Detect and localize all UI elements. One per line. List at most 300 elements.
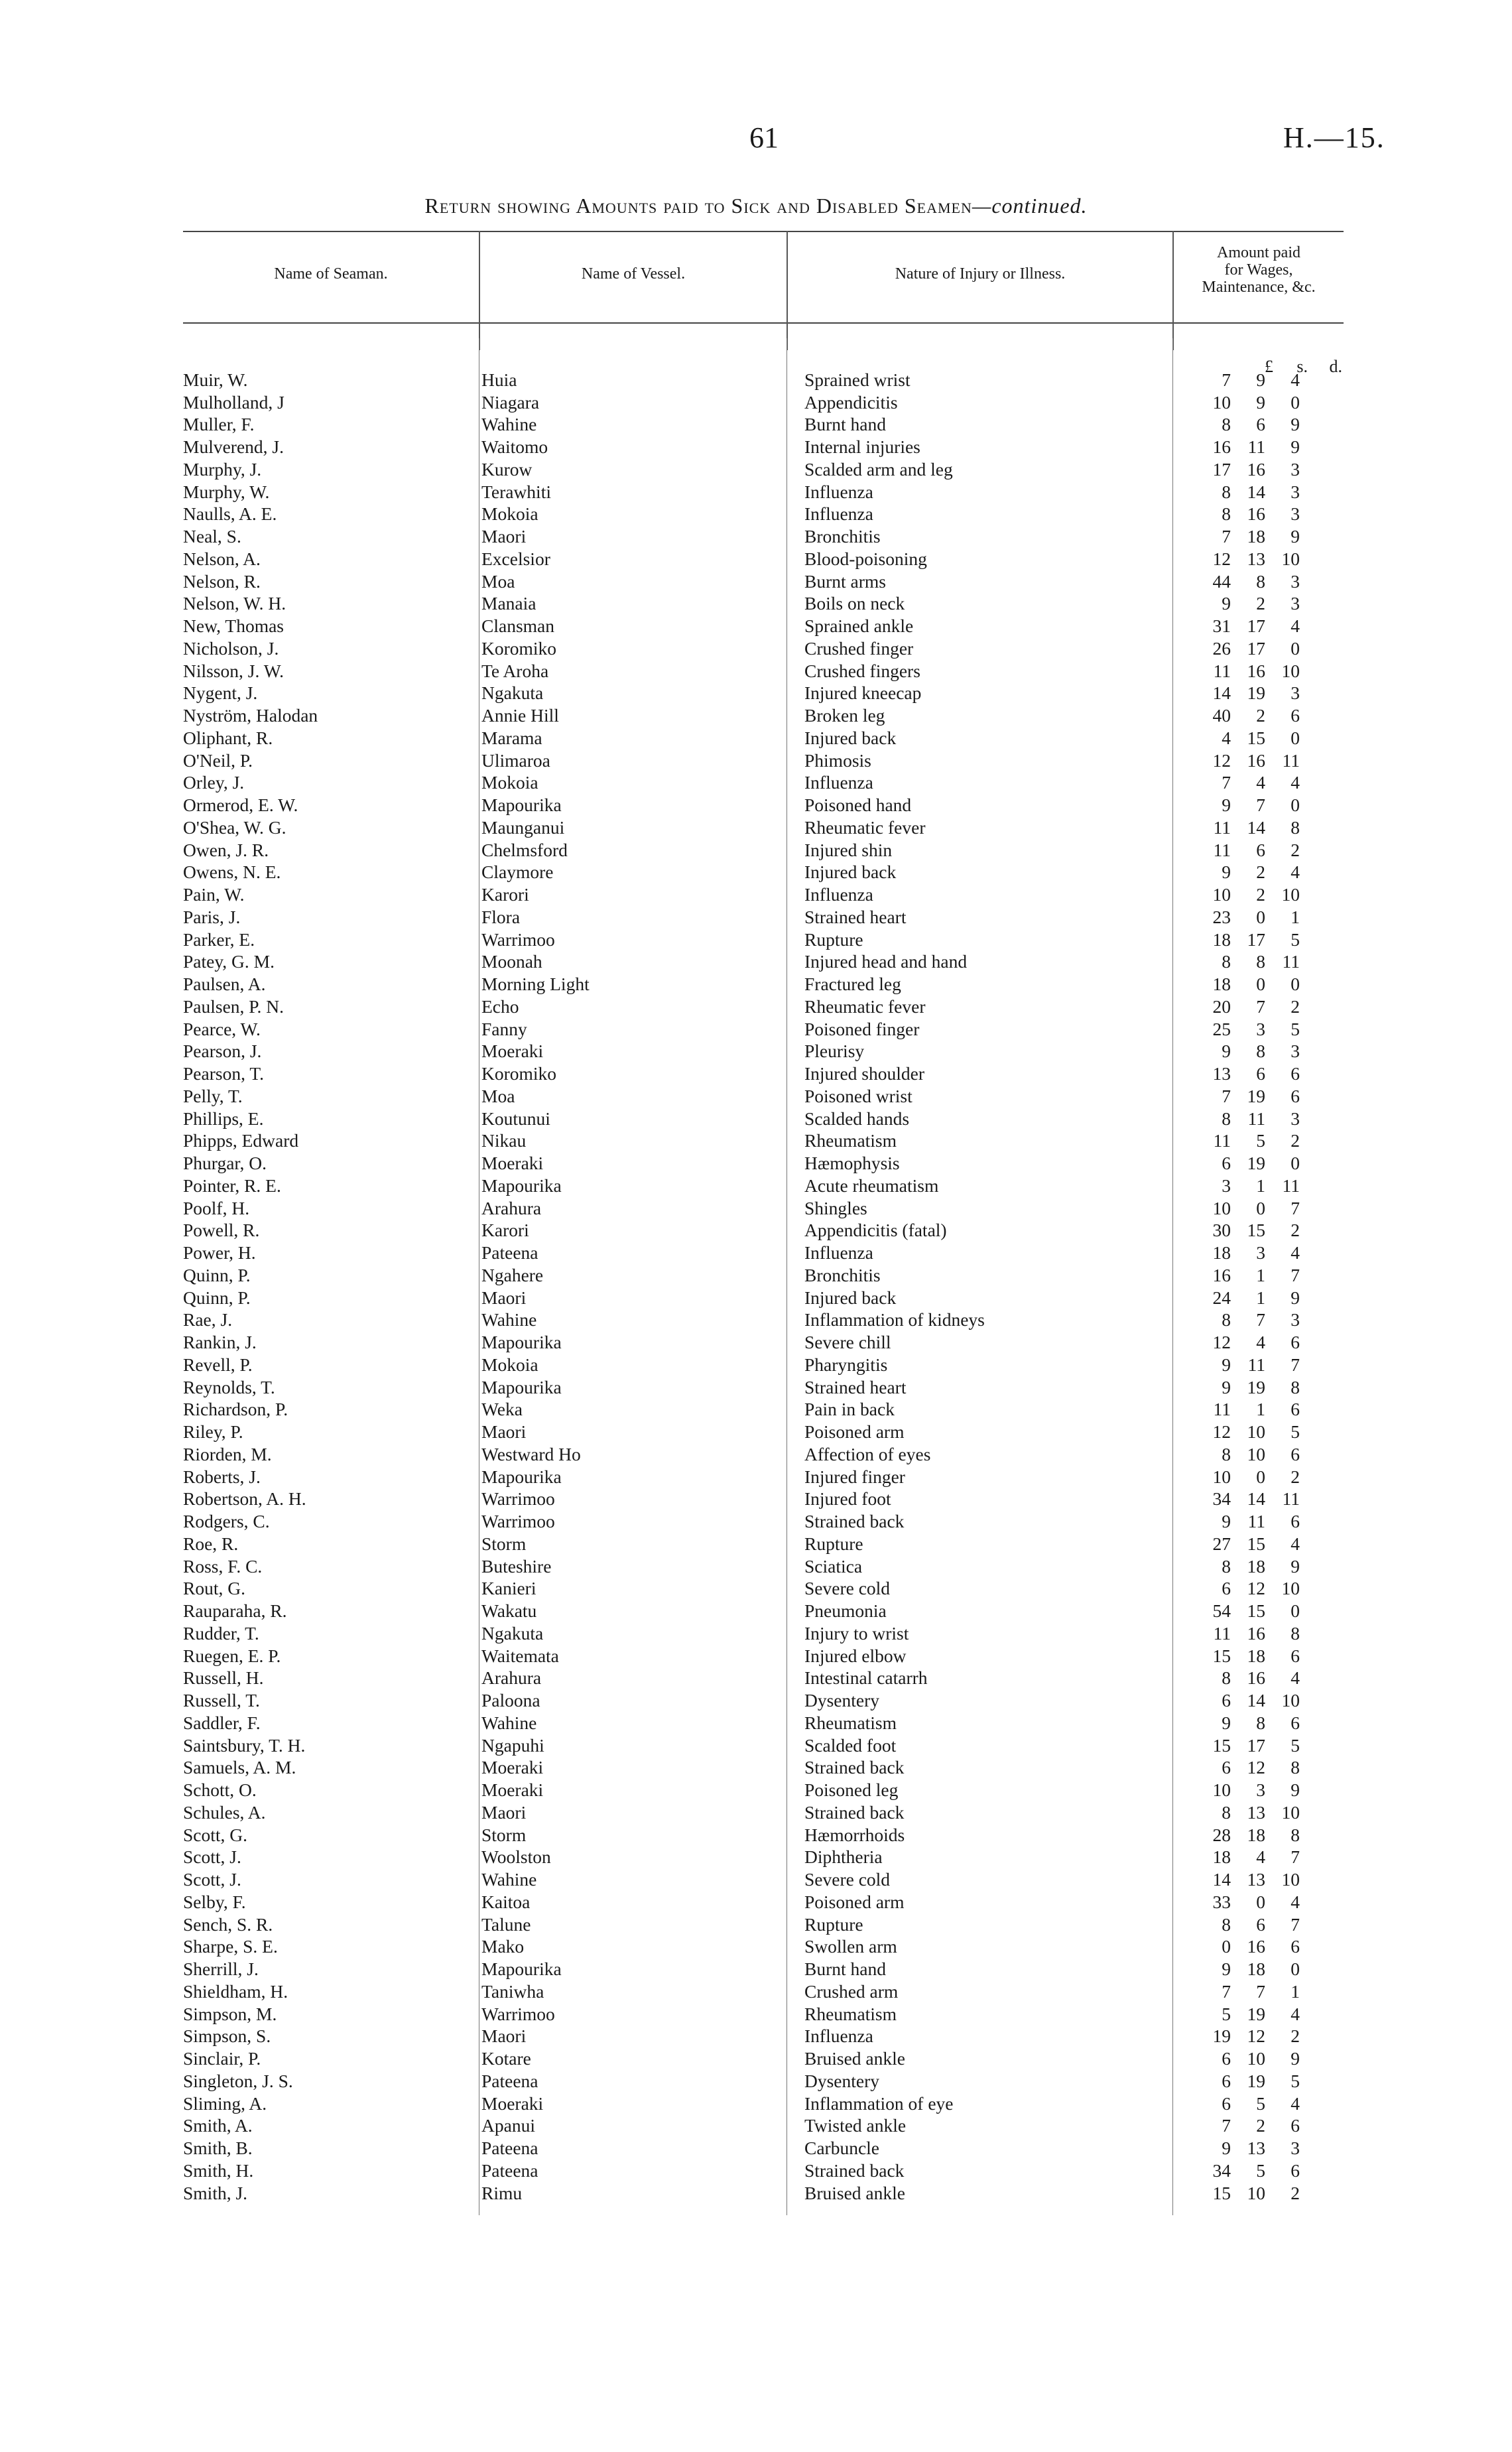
injury-nature: Sciatica: [804, 1555, 863, 1577]
amount-shillings: 13: [1247, 1869, 1265, 1890]
header-amount-line2: for Wages,: [1224, 261, 1293, 279]
injury-nature: Strained back: [804, 1757, 905, 1778]
amount-shillings: 19: [1247, 2003, 1265, 2024]
injury-nature: Rupture: [804, 1533, 863, 1554]
table-row: [183, 682, 1300, 705]
amount-pounds: 16: [1212, 436, 1231, 458]
injury-nature: Shingles: [804, 1197, 867, 1218]
seaman-name: Schules, A.: [183, 1801, 266, 1823]
injury-nature: Injured shoulder: [804, 1063, 924, 1084]
amount-pounds: 27: [1212, 1533, 1231, 1554]
amount-pence: 3: [1291, 570, 1300, 592]
amount-shillings: 17: [1247, 615, 1265, 637]
injury-nature: Strained back: [804, 2160, 905, 2181]
amount-pence: 10: [1281, 1869, 1300, 1890]
amount-pounds: 19: [1212, 2026, 1231, 2047]
amount-shillings: 6: [1256, 414, 1265, 435]
table-row: [183, 1645, 1300, 1667]
injury-nature: Appendicitis (fatal): [804, 1220, 947, 1241]
injury-nature: Bruised ankle: [804, 2048, 905, 2069]
vessel-name: Karori: [481, 1220, 529, 1241]
injury-nature: Bruised ankle: [804, 2182, 905, 2203]
amount-shillings: 2: [1256, 884, 1265, 905]
table-row: [183, 794, 1300, 816]
seaman-name: Nicholson, J.: [183, 637, 279, 659]
amount-shillings: 4: [1256, 772, 1265, 793]
injury-nature: Sprained ankle: [804, 615, 914, 637]
table-row: [183, 1085, 1300, 1108]
seaman-name: Sinclair, P.: [183, 2048, 261, 2069]
injury-nature: Pleurisy: [804, 1041, 865, 1062]
seaman-name: Paulsen, P. N.: [183, 996, 284, 1017]
seaman-name: Rauparaha, R.: [183, 1600, 287, 1622]
vessel-name: Maori: [481, 1287, 527, 1308]
vessel-name: Waitemata: [481, 1645, 559, 1666]
seaman-name: Patey, G. M.: [183, 951, 275, 972]
amount-pounds: 40: [1212, 705, 1231, 726]
vessel-name: Marama: [481, 727, 542, 748]
table-row: [183, 1399, 1300, 1421]
amount-pounds: 4: [1222, 727, 1231, 748]
table-row: [183, 1824, 1300, 1846]
amount-pence: 3: [1291, 2138, 1300, 2159]
table-row: [183, 458, 1300, 481]
amount-pounds: 8: [1222, 414, 1231, 435]
vessel-name: Mokoia: [481, 772, 538, 793]
vessel-name: Koromiko: [481, 1063, 557, 1084]
table-row: [183, 749, 1300, 772]
injury-nature: Dysentery: [804, 1690, 880, 1711]
amount-pence: 9: [1291, 1779, 1300, 1801]
amount-pence: 2: [1291, 2026, 1300, 2047]
amount-pence: 3: [1291, 1041, 1300, 1062]
vessel-name: Ulimaroa: [481, 749, 550, 771]
amount-pounds: 33: [1212, 1891, 1231, 1912]
amount-pence: 11: [1282, 1488, 1300, 1510]
injury-nature: Severe chill: [804, 1332, 891, 1353]
amount-pence: 2: [1291, 2182, 1300, 2203]
amount-shillings: 19: [1247, 1153, 1265, 1174]
injury-nature: Scalded hands: [804, 1108, 910, 1129]
header-nature-of-injury: Nature of Injury or Illness.: [895, 265, 1066, 283]
amount-pence: 10: [1281, 1578, 1300, 1599]
vessel-name: Ngakuta: [481, 682, 544, 704]
amount-pence: 3: [1291, 1309, 1300, 1330]
vessel-name: Moeraki: [481, 1041, 544, 1062]
table-row: [183, 1600, 1300, 1622]
seaman-name: Rae, J.: [183, 1309, 233, 1330]
vessel-name: Ngahere: [481, 1264, 544, 1285]
amount-pounds: 8: [1222, 1913, 1231, 1935]
seaman-name: Murphy, W.: [183, 481, 270, 502]
seaman-name: Quinn, P.: [183, 1287, 251, 1308]
vessel-name: Moeraki: [481, 1153, 544, 1174]
column-divider-2: [787, 231, 788, 350]
amount-pence: 4: [1291, 2093, 1300, 2114]
injury-nature: Intestinal catarrh: [804, 1667, 928, 1689]
table-row: [183, 436, 1300, 458]
table-row: [183, 1466, 1300, 1488]
amount-pence: 0: [1291, 1153, 1300, 1174]
table-row: [183, 1108, 1300, 1130]
amount-pence: 4: [1291, 1667, 1300, 1689]
vessel-name: Rimu: [481, 2182, 523, 2203]
table-row: [183, 1443, 1300, 1466]
seaman-name: Sench, S. R.: [183, 1913, 273, 1935]
table-row: [183, 1287, 1300, 1309]
seaman-name: Oliphant, R.: [183, 727, 273, 748]
vessel-name: Niagara: [481, 391, 540, 413]
table-row: [183, 1555, 1300, 1578]
table-row: [183, 2003, 1300, 2026]
injury-nature: Swollen arm: [804, 1936, 897, 1957]
amount-pence: 3: [1291, 481, 1300, 502]
amount-pence: 8: [1291, 1376, 1300, 1397]
amount-pence: 4: [1291, 1533, 1300, 1554]
amount-shillings: 13: [1247, 2138, 1265, 2159]
table-row: [183, 906, 1300, 929]
injury-nature: Twisted ankle: [804, 2115, 907, 2136]
table-row: [183, 862, 1300, 884]
amount-pounds: 18: [1212, 1242, 1231, 1263]
amount-pence: 4: [1291, 1891, 1300, 1912]
amount-pence: 6: [1291, 1511, 1300, 1532]
amount-pounds: 11: [1213, 1399, 1231, 1420]
amount-pounds: 8: [1222, 1108, 1231, 1129]
vessel-name: Pateena: [481, 2138, 538, 2159]
injury-nature: Poisoned leg: [804, 1779, 899, 1801]
injury-nature: Influenza: [804, 503, 873, 525]
vessel-name: Fanny: [481, 1018, 527, 1039]
table-row: [183, 1354, 1300, 1376]
seaman-name: Paris, J.: [183, 906, 241, 927]
amount-pounds: 6: [1222, 1578, 1231, 1599]
table-row: [183, 2026, 1300, 2048]
vessel-name: Weka: [481, 1399, 523, 1420]
seaman-name: Ormerod, E. W.: [183, 795, 298, 816]
amount-pounds: 18: [1212, 929, 1231, 950]
table-row: [183, 1063, 1300, 1085]
amount-pounds: 6: [1222, 2070, 1231, 2091]
amount-pence: 4: [1291, 1242, 1300, 1263]
table-row: [183, 1376, 1300, 1399]
amount-pence: 6: [1291, 1063, 1300, 1084]
amount-shillings: 6: [1256, 839, 1265, 860]
vessel-name: Warrimoo: [481, 2003, 555, 2024]
vessel-name: Mokoia: [481, 503, 538, 525]
amount-pounds: 8: [1222, 1309, 1231, 1330]
amount-shillings: 17: [1247, 637, 1265, 659]
header-bottom-rule: [183, 322, 1344, 324]
seaman-name: Sharpe, S. E.: [183, 1936, 278, 1957]
seaman-name: Nelson, A.: [183, 548, 261, 569]
amount-shillings: 7: [1256, 996, 1265, 1017]
amount-pounds: 7: [1222, 1980, 1231, 2002]
amount-pence: 4: [1291, 369, 1300, 390]
seaman-name: Powell, R.: [183, 1220, 260, 1241]
table-row: [183, 727, 1300, 749]
seaman-name: Quinn, P.: [183, 1264, 251, 1285]
table-row: [183, 1152, 1300, 1175]
table-row: [183, 704, 1300, 727]
amount-pence: 3: [1291, 593, 1300, 614]
amount-shillings: 10: [1247, 1421, 1265, 1443]
vessel-name: Pateena: [481, 2160, 538, 2181]
table-row: [183, 1130, 1300, 1153]
vessel-name: Nikau: [481, 1130, 527, 1151]
amount-shillings: 10: [1247, 2048, 1265, 2069]
amount-shillings: 19: [1247, 1376, 1265, 1397]
injury-nature: Influenza: [804, 481, 873, 502]
amount-pence: 4: [1291, 772, 1300, 793]
amount-pence: 5: [1291, 1018, 1300, 1039]
injury-nature: Sprained wrist: [804, 369, 911, 390]
amount-pence: 0: [1291, 637, 1300, 659]
amount-pence: 3: [1291, 1108, 1300, 1129]
amount-pence: 0: [1291, 795, 1300, 816]
vessel-name: Maunganui: [481, 816, 565, 838]
column-divider-3-body: [1172, 338, 1173, 2215]
amount-pounds: 11: [1213, 816, 1231, 838]
amount-shillings: 14: [1247, 816, 1265, 838]
injury-nature: Scalded foot: [804, 1734, 897, 1756]
amount-pounds: 9: [1222, 1354, 1231, 1375]
amount-shillings: 0: [1256, 974, 1265, 995]
amount-shillings: 9: [1256, 391, 1265, 413]
vessel-name: Wakatu: [481, 1600, 537, 1622]
amount-shillings: 9: [1256, 369, 1265, 390]
vessel-name: Taniwha: [481, 1980, 544, 2002]
injury-nature: Influenza: [804, 772, 873, 793]
vessel-name: Chelmsford: [481, 839, 568, 860]
table-row: [183, 996, 1300, 1018]
amount-shillings: 10: [1247, 2182, 1265, 2203]
amount-pence: 8: [1291, 1622, 1300, 1644]
seaman-name: Pointer, R. E.: [183, 1175, 281, 1196]
seaman-name: Pearson, T.: [183, 1063, 264, 1084]
seaman-name: Russell, H.: [183, 1667, 264, 1689]
amount-pounds: 6: [1222, 2093, 1231, 2114]
header-name-of-seaman: Name of Seaman.: [274, 265, 388, 283]
amount-pounds: 44: [1212, 570, 1231, 592]
table-row: [183, 1779, 1300, 1801]
seaman-name: Reynolds, T.: [183, 1376, 275, 1397]
amount-shillings: 14: [1247, 1690, 1265, 1711]
amount-pounds: 6: [1222, 1153, 1231, 1174]
amount-pence: 7: [1291, 1264, 1300, 1285]
seaman-name: Mulholland, J: [183, 391, 284, 413]
vessel-name: Moa: [481, 1085, 515, 1106]
vessel-name: Wahine: [481, 1309, 537, 1330]
table-row: [183, 1533, 1300, 1555]
amount-pence: 6: [1291, 2115, 1300, 2136]
vessel-name: Arahura: [481, 1197, 542, 1218]
seaman-name: Pelly, T.: [183, 1085, 243, 1106]
amount-pence: 2: [1291, 839, 1300, 860]
injury-nature: Strained back: [804, 1801, 905, 1823]
amount-pence: 6: [1291, 2160, 1300, 2181]
vessel-name: Annie Hill: [481, 705, 559, 726]
amount-pounds: 20: [1212, 996, 1231, 1017]
injury-nature: Appendicitis: [804, 391, 898, 413]
seaman-name: Saintsbury, T. H.: [183, 1734, 306, 1756]
amount-pounds: 34: [1212, 1488, 1231, 1510]
table-row: [183, 839, 1300, 862]
injury-nature: Internal injuries: [804, 436, 920, 458]
amount-pounds: 30: [1212, 1220, 1231, 1241]
seaman-name: Nyström, Halodan: [183, 705, 318, 726]
seaman-name: Naulls, A. E.: [183, 503, 277, 525]
amount-pounds: 8: [1222, 1667, 1231, 1689]
amount-shillings: 5: [1256, 2160, 1265, 2181]
amount-shillings: 2: [1256, 593, 1265, 614]
amount-pounds: 8: [1222, 503, 1231, 525]
injury-nature: Pneumonia: [804, 1600, 887, 1622]
vessel-name: Moeraki: [481, 2093, 544, 2114]
amount-pounds: 11: [1213, 1130, 1231, 1151]
injury-nature: Pain in back: [804, 1399, 895, 1420]
vessel-name: Pateena: [481, 2070, 538, 2091]
injury-nature: Rupture: [804, 1913, 863, 1935]
table-row: [183, 1980, 1300, 2003]
table-row: [183, 816, 1300, 839]
table-row: [183, 593, 1300, 615]
amount-shillings: 18: [1247, 1824, 1265, 1845]
amount-pounds: 18: [1212, 1846, 1231, 1868]
table-row: [183, 1220, 1300, 1242]
amount-pounds: 11: [1213, 1622, 1231, 1644]
table-row: [183, 570, 1300, 593]
seaman-name: Shieldham, H.: [183, 1980, 288, 2002]
injury-nature: Burnt arms: [804, 570, 886, 592]
seaman-name: Neal, S.: [183, 526, 241, 547]
amount-pounds: 3: [1222, 1175, 1231, 1196]
pence-symbol: d.: [1329, 357, 1342, 376]
amount-shillings: 16: [1247, 1622, 1265, 1644]
injury-nature: Affection of eyes: [804, 1443, 931, 1464]
seaman-name: O'Shea, W. G.: [183, 816, 286, 838]
table-row: [183, 1734, 1300, 1757]
amount-pounds: 8: [1222, 1555, 1231, 1577]
seaman-name: Simpson, S.: [183, 2026, 271, 2047]
table-row: [183, 2137, 1300, 2160]
table-row: [183, 503, 1300, 526]
amount-pounds: 9: [1222, 1959, 1231, 1980]
injury-nature: Injured elbow: [804, 1645, 907, 1666]
vessel-name: Maori: [481, 1801, 527, 1823]
vessel-name: Wahine: [481, 414, 537, 435]
seaman-name: Orley, J.: [183, 772, 245, 793]
seaman-name: Robertson, A. H.: [183, 1488, 306, 1510]
amount-pence: 4: [1291, 2003, 1300, 2024]
shillings-symbol: s.: [1296, 357, 1308, 376]
vessel-name: Moeraki: [481, 1757, 544, 1778]
amount-pence: 4: [1291, 615, 1300, 637]
injury-nature: Influenza: [804, 884, 873, 905]
injury-nature: Pharyngitis: [804, 1354, 888, 1375]
amount-pence: 9: [1291, 1287, 1300, 1308]
amount-pence: 4: [1291, 862, 1300, 883]
title-text: Return showing Amounts paid to Sick and Disabled Seamen: [424, 194, 972, 218]
injury-nature: Rupture: [804, 929, 863, 950]
amount-pounds: 11: [1213, 660, 1231, 681]
seamen-table: [183, 369, 1300, 2205]
amount-pounds: 11: [1213, 839, 1231, 860]
table-row: [183, 391, 1300, 414]
amount-pence: 10: [1281, 884, 1300, 905]
seaman-name: New, Thomas: [183, 615, 284, 637]
amount-shillings: 18: [1247, 1959, 1265, 1980]
amount-pounds: 23: [1212, 906, 1231, 927]
amount-shillings: 7: [1256, 1309, 1265, 1330]
amount-pounds: 25: [1212, 1018, 1231, 1039]
amount-pounds: 8: [1222, 481, 1231, 502]
vessel-name: Waitomo: [481, 436, 548, 458]
amount-pence: 9: [1291, 2048, 1300, 2069]
seaman-name: Pearson, J.: [183, 1041, 262, 1062]
column-divider-1: [479, 231, 480, 350]
injury-nature: Strained heart: [804, 906, 907, 927]
amount-shillings: 3: [1256, 1242, 1265, 1263]
amount-shillings: 6: [1256, 1913, 1265, 1935]
amount-pence: 1: [1291, 906, 1300, 927]
injury-nature: Injured shin: [804, 839, 893, 860]
amount-shillings: 4: [1256, 1332, 1265, 1353]
amount-pounds: 12: [1212, 1332, 1231, 1353]
amount-pounds: 34: [1212, 2160, 1231, 2181]
injury-nature: Severe cold: [804, 1578, 891, 1599]
amount-shillings: 15: [1247, 727, 1265, 748]
amount-shillings: 5: [1256, 1130, 1265, 1151]
seaman-name: Parker, E.: [183, 929, 255, 950]
amount-pounds: 9: [1222, 795, 1231, 816]
seaman-name: Schott, O.: [183, 1779, 257, 1801]
table-row: [183, 1578, 1300, 1600]
seaman-name: Revell, P.: [183, 1354, 253, 1375]
amount-pence: 6: [1291, 1332, 1300, 1353]
seaman-name: Poolf, H.: [183, 1197, 250, 1218]
seaman-name: Murphy, J.: [183, 458, 262, 480]
amount-pounds: 7: [1222, 369, 1231, 390]
table-row: [183, 1936, 1300, 1959]
table-row: [183, 973, 1300, 996]
vessel-name: Kaitoa: [481, 1891, 531, 1912]
injury-nature: Boils on neck: [804, 593, 905, 614]
amount-pence: 5: [1291, 1421, 1300, 1443]
injury-nature: Injured kneecap: [804, 682, 922, 704]
amount-pence: 6: [1291, 705, 1300, 726]
amount-pounds: 31: [1212, 615, 1231, 637]
amount-pence: 6: [1291, 1712, 1300, 1733]
amount-pence: 9: [1291, 436, 1300, 458]
table-row: [183, 369, 1300, 391]
vessel-name: Mapourika: [481, 1466, 562, 1487]
table-row: [183, 1622, 1300, 1645]
seaman-name: Rankin, J.: [183, 1332, 257, 1353]
vessel-name: Kotare: [481, 2048, 531, 2069]
amount-pounds: 10: [1212, 1197, 1231, 1218]
amount-pounds: 12: [1212, 1421, 1231, 1443]
vessel-name: Moonah: [481, 951, 542, 972]
table-row: [183, 1689, 1300, 1712]
injury-nature: Poisoned hand: [804, 795, 912, 816]
amount-pounds: 28: [1212, 1824, 1231, 1845]
amount-pence: 7: [1291, 1354, 1300, 1375]
amount-shillings: 16: [1247, 1936, 1265, 1957]
vessel-name: Te Aroha: [481, 660, 549, 681]
amount-pence: 3: [1291, 458, 1300, 480]
header-top-rule: [183, 231, 1344, 232]
